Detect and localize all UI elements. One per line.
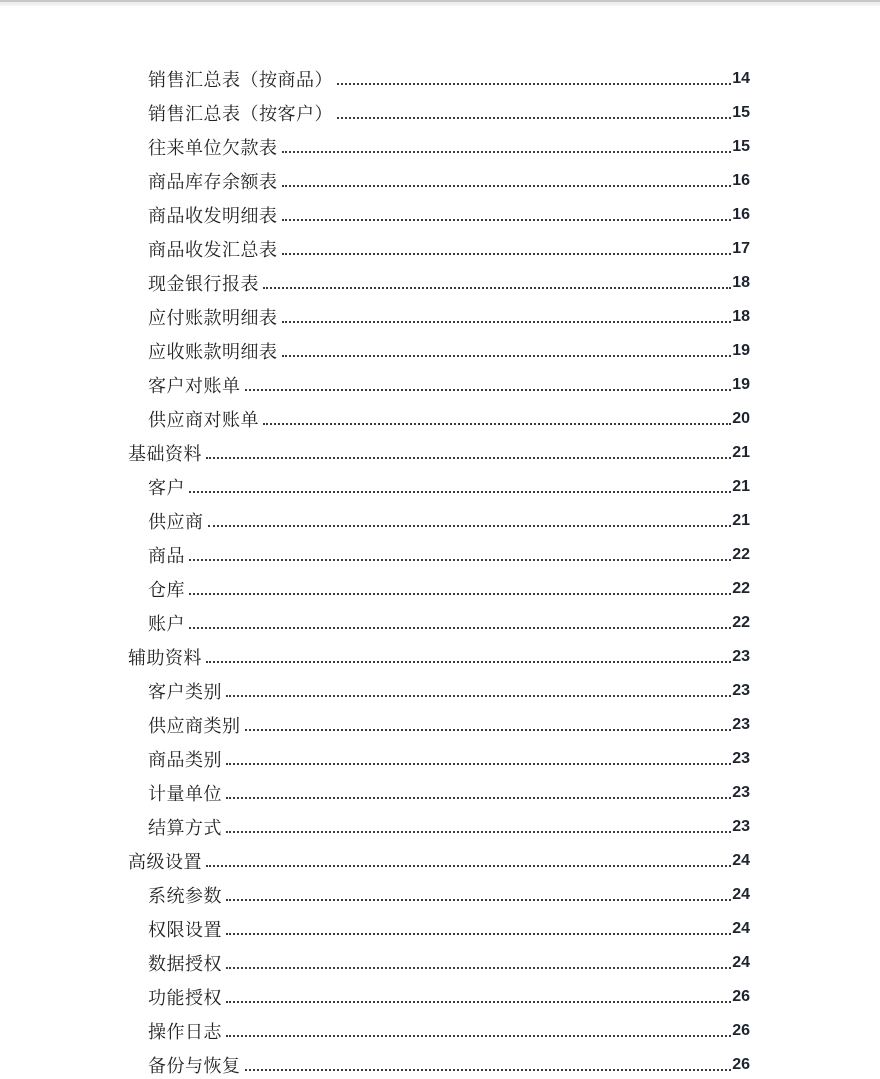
toc-entry-title: 应收账款明细表 [148, 342, 278, 362]
dot-leader [189, 593, 731, 595]
toc-entry-page: 19 [732, 376, 750, 393]
dot-leader [226, 1001, 731, 1003]
toc-entry-title: 操作日志 [148, 1022, 222, 1042]
toc-entry[interactable] [128, 701, 750, 735]
toc-entry-page: 23 [732, 648, 750, 665]
dot-leader [245, 729, 732, 731]
page-boundary-edge [0, 0, 880, 6]
toc-entry-title: 商品库存余额表 [148, 172, 278, 192]
toc-entry[interactable] [128, 769, 750, 803]
dot-leader [189, 559, 731, 561]
dot-leader [263, 423, 731, 425]
toc-entry-page: 23 [732, 784, 750, 801]
toc-entry-title: 账户 [148, 614, 185, 634]
toc-entry[interactable] [128, 1041, 750, 1075]
dot-leader [226, 695, 731, 697]
dot-leader [226, 831, 731, 833]
toc-entry[interactable] [128, 599, 750, 633]
toc-entry-page: 23 [732, 818, 750, 835]
toc-entry-page: 26 [732, 1022, 750, 1039]
toc-entry-title: 结算方式 [148, 818, 222, 838]
toc-entry-page: 16 [732, 172, 750, 189]
dot-leader [245, 1069, 732, 1071]
toc-entry-page: 22 [732, 580, 750, 597]
dot-leader [206, 661, 731, 663]
toc-entry[interactable] [128, 497, 750, 531]
toc-entry-page: 21 [732, 512, 750, 529]
toc-entry-title: 商品类别 [148, 750, 222, 770]
dot-leader [226, 967, 731, 969]
toc-entry-title: 应付账款明细表 [148, 308, 278, 328]
toc-entry-title: 仓库 [148, 580, 185, 600]
dot-leader [226, 797, 731, 799]
toc-entry-page: 24 [732, 954, 750, 971]
toc-entry[interactable] [128, 667, 750, 701]
toc-entry-title: 供应商 [148, 512, 204, 532]
toc-entry[interactable] [128, 871, 750, 905]
toc-entry[interactable] [128, 123, 750, 157]
toc-entry-title: 辅助资料 [128, 648, 202, 668]
toc-entry[interactable] [128, 837, 750, 871]
dot-leader [189, 491, 731, 493]
toc-entry-page: 26 [732, 988, 750, 1005]
toc-entry[interactable] [128, 55, 750, 89]
toc-entry-page: 22 [732, 614, 750, 631]
toc-entry[interactable] [128, 1007, 750, 1041]
toc-entry-page: 24 [732, 852, 750, 869]
toc-entry[interactable] [128, 735, 750, 769]
toc-entry-page: 16 [732, 206, 750, 223]
toc-entry-title: 计量单位 [148, 784, 222, 804]
toc-entry-title: 销售汇总表（按客户） [148, 104, 333, 124]
toc-entry[interactable] [128, 293, 750, 327]
toc-entry-title: 销售汇总表（按商品） [148, 70, 333, 90]
toc-entry-page: 24 [732, 886, 750, 903]
toc-entry-page: 22 [732, 546, 750, 563]
toc-entry[interactable] [128, 429, 750, 463]
toc-entry[interactable] [128, 905, 750, 939]
dot-leader [282, 253, 732, 255]
dot-leader [337, 117, 731, 119]
toc-entry-page: 24 [732, 920, 750, 937]
dot-leader [245, 389, 732, 391]
toc-entry[interactable] [128, 157, 750, 191]
dot-leader [282, 321, 732, 323]
toc-entry[interactable] [128, 191, 750, 225]
toc-entry-page: 18 [732, 308, 750, 325]
toc-entry-title: 现金银行报表 [148, 274, 259, 294]
toc-entry[interactable] [128, 225, 750, 259]
toc-entry[interactable] [128, 531, 750, 565]
toc-entry-page: 21 [732, 478, 750, 495]
toc-entry-title: 客户对账单 [148, 376, 241, 396]
dot-leader [208, 525, 732, 527]
dot-leader [226, 763, 731, 765]
toc-entry-title: 供应商对账单 [148, 410, 259, 430]
toc-entry-title: 供应商类别 [148, 716, 241, 736]
toc-entry-title: 备份与恢复 [148, 1056, 241, 1076]
dot-leader [282, 151, 732, 153]
toc-entry-page: 23 [732, 682, 750, 699]
toc-entry-title: 高级设置 [128, 852, 202, 872]
toc-entry-title: 数据授权 [148, 954, 222, 974]
toc-entry-page: 19 [732, 342, 750, 359]
dot-leader [226, 899, 731, 901]
toc-entry-page: 17 [732, 240, 750, 257]
dot-leader [189, 627, 731, 629]
toc-entry[interactable] [128, 361, 750, 395]
toc-entry-title: 客户类别 [148, 682, 222, 702]
toc-entry[interactable] [128, 633, 750, 667]
dot-leader [226, 933, 731, 935]
toc-entry-page: 14 [732, 70, 750, 87]
table-of-contents [128, 55, 750, 1075]
toc-entry[interactable] [128, 327, 750, 361]
toc-entry[interactable] [128, 939, 750, 973]
dot-leader [226, 1035, 731, 1037]
toc-entry-page: 21 [732, 444, 750, 461]
toc-entry[interactable] [128, 395, 750, 429]
toc-entry-page: 15 [732, 104, 750, 121]
toc-entry-page: 20 [732, 410, 750, 427]
dot-leader [206, 865, 731, 867]
toc-entry-title: 系统参数 [148, 886, 222, 906]
toc-entry-page: 23 [732, 750, 750, 767]
dot-leader [282, 185, 732, 187]
dot-leader [282, 355, 732, 357]
toc-entry-page: 15 [732, 138, 750, 155]
toc-entry-title: 功能授权 [148, 988, 222, 1008]
toc-entry-title: 客户 [148, 478, 185, 498]
toc-entry[interactable] [128, 89, 750, 123]
toc-entry-title: 基础资料 [128, 444, 202, 464]
dot-leader [206, 457, 731, 459]
toc-entry[interactable] [128, 973, 750, 1007]
toc-entry-title: 商品收发明细表 [148, 206, 278, 226]
toc-entry-title: 往来单位欠款表 [148, 138, 278, 158]
toc-entry[interactable] [128, 565, 750, 599]
toc-entry-page: 18 [732, 274, 750, 291]
toc-entry-title: 商品 [148, 546, 185, 566]
toc-entry-title: 商品收发汇总表 [148, 240, 278, 260]
toc-entry[interactable] [128, 463, 750, 497]
toc-entry[interactable] [128, 259, 750, 293]
toc-entry-title: 权限设置 [148, 920, 222, 940]
dot-leader [282, 219, 732, 221]
dot-leader [263, 287, 731, 289]
toc-entry-page: 26 [732, 1056, 750, 1073]
dot-leader [337, 83, 731, 85]
toc-entry[interactable] [128, 803, 750, 837]
toc-entry-page: 23 [732, 716, 750, 733]
